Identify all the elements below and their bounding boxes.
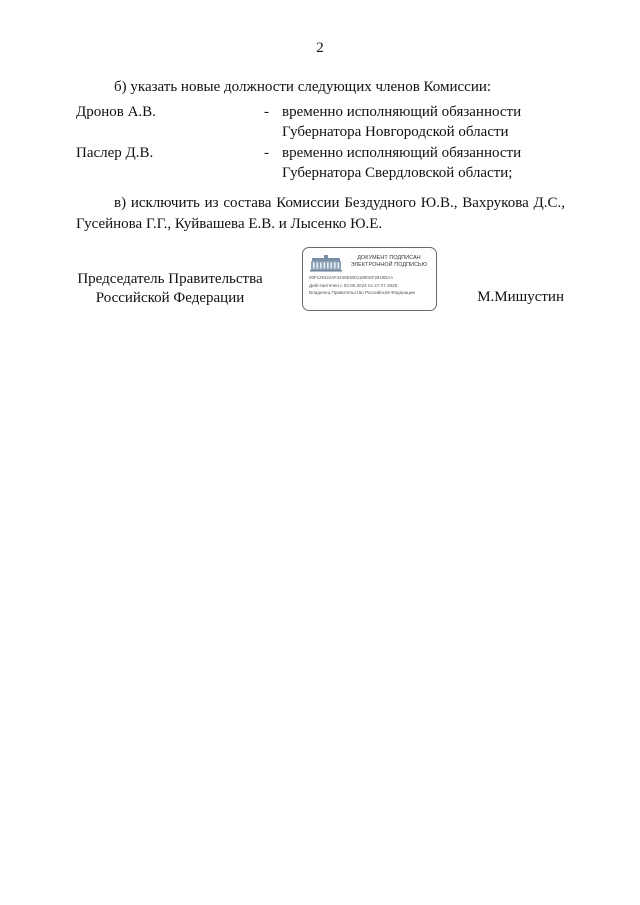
signer-title-line2: Российской Федерации <box>95 290 245 306</box>
member-position <box>282 143 582 183</box>
stamp-validity: Действителен с 03.05.2024 по 27.07.2025 <box>309 283 398 288</box>
paragraph-b: б) указать новые должности следующих членов Комиссии: <box>114 79 492 95</box>
electronic-signature-stamp <box>302 247 437 311</box>
stamp-header <box>343 255 435 269</box>
member-position-line2: Губернатора Новгородской области <box>282 124 509 140</box>
member-position-line2: Губернатора Свердловской области; <box>282 165 513 181</box>
member-position-line1: временно исполняющий обязанности <box>282 104 522 120</box>
member-dash: - <box>264 104 269 120</box>
stamp-serial: 00F129424AF4249E50011890SF2818DAA <box>309 275 394 280</box>
stamp-header-line2: ЭЛЕКТРОННОЙ ПОДПИСЬЮ <box>350 262 428 268</box>
member-name: Дронов А.В. <box>76 104 156 120</box>
page-number: 2 <box>316 40 324 56</box>
member-dash: - <box>264 145 269 161</box>
stamp-owner: Владелец Правительство Российской Федерации <box>309 290 416 295</box>
government-building-icon <box>309 254 343 272</box>
signer-name: М.Мишустин <box>477 289 564 305</box>
member-position-line1: временно исполняющий обязанности <box>282 145 522 161</box>
signer-title-line1: Председатель Правительства <box>77 271 263 287</box>
signer-title <box>70 270 270 308</box>
paragraph-v: в) исключить из состава Комиссии Бездудного Ю.В., Вахрукова Д.С., Гусейнова Г.Г., Куйвашева Е.В. и Лысенко Ю.Е. <box>76 195 565 232</box>
member-name: Паслер Д.В. <box>76 145 154 161</box>
stamp-header-line1: ДОКУМЕНТ ПОДПИСАН <box>357 255 421 261</box>
member-position <box>282 102 582 142</box>
